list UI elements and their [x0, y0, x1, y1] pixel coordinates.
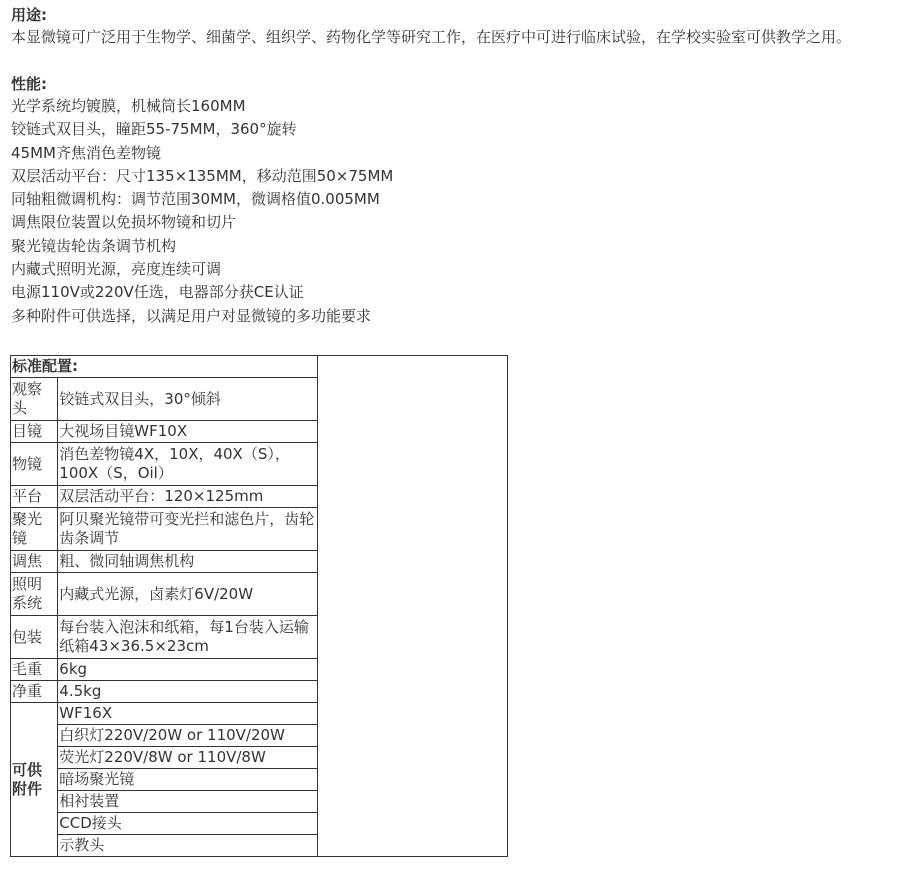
row-value: 每台装入泡沫和纸箱，每1台装入运输纸箱43×36.5×23cm — [58, 616, 318, 659]
row-value: 消色差物镜4X，10X，40X（S），100X（S，Oil） — [58, 443, 318, 486]
performance-item: 45MM齐焦消色差物镜 — [11, 143, 161, 162]
accessory-item: WF16X — [58, 703, 318, 725]
accessory-item: 暗场聚光镜 — [58, 769, 318, 791]
accessories-label: 可供附件 — [11, 703, 58, 857]
row-label: 聚光镜 — [11, 508, 58, 551]
row-value: 大视场目镜WF10X — [58, 421, 318, 443]
accessory-item: 白织灯220V/20W or 110V/20W — [58, 725, 318, 747]
usage-text: 本显微镜可广泛用于生物学、细菌学、组织学、药物化学等研究工作，在医疗中可进行临床试验，在学校实验室可供教学之用。 — [11, 28, 852, 46]
performance-item: 内藏式照明光源，亮度连续可调 — [11, 260, 222, 279]
usage-heading: 用途: — [11, 6, 47, 24]
article-content — [11, 4, 891, 328]
row-label: 照明系统 — [11, 573, 58, 616]
row-value: 阿贝聚光镜带可变光拦和滤色片，齿轮齿条调节 — [58, 508, 318, 551]
row-label: 观察头 — [11, 378, 58, 421]
row-value: 双层活动平台：120×125mm — [58, 486, 318, 508]
performance-item: 光学系统均镀膜，机械筒长160MM — [11, 97, 246, 115]
spec-table — [10, 355, 508, 857]
performance-item: 双层活动平台：尺寸135×135MM，移动范围50×75MM — [11, 166, 394, 185]
performance-item: 铰链式双目头，瞳距55-75MM，360°旋转 — [11, 120, 297, 139]
performance-item: 多种附件可供选择，以满足用户对显微镜的多功能要求 — [11, 306, 372, 325]
performance-item: 电源110V或220V任选，电器部分获CE认证 — [11, 283, 304, 302]
performance-item: 同轴粗微调机构：调节范围30MM，微调格值0.005MM — [11, 190, 380, 209]
performance-item: 调焦限位装置以免损坏物镜和切片 — [11, 213, 237, 232]
row-label: 净重 — [11, 681, 58, 703]
row-value: 粗、微同轴调焦机构 — [58, 551, 318, 573]
accessory-item: CCD接头 — [58, 813, 318, 835]
accessory-item: 相衬装置 — [58, 791, 318, 813]
performance-item: 聚光镜齿轮齿条调节机构 — [11, 236, 177, 255]
row-value: 铰链式双目头，30°倾斜 — [58, 378, 318, 421]
row-value: 6kg — [58, 659, 318, 681]
row-label: 包装 — [11, 616, 58, 659]
spec-table-header: 标准配置: — [11, 356, 318, 378]
row-label: 毛重 — [11, 659, 58, 681]
accessory-item: 荧光灯220V/8W or 110V/8W — [58, 747, 318, 769]
spec-table-side-cell — [317, 356, 507, 857]
accessory-item: 示教头 — [58, 835, 318, 857]
row-label: 调焦 — [11, 551, 58, 573]
performance-heading: 性能: — [11, 75, 47, 93]
row-label: 物镜 — [11, 443, 58, 486]
row-label: 平台 — [11, 486, 58, 508]
row-label: 目镜 — [11, 421, 58, 443]
row-value: 4.5kg — [58, 681, 318, 703]
row-value: 内藏式光源，卤素灯6V/20W — [58, 573, 318, 616]
performance-list — [11, 95, 891, 328]
